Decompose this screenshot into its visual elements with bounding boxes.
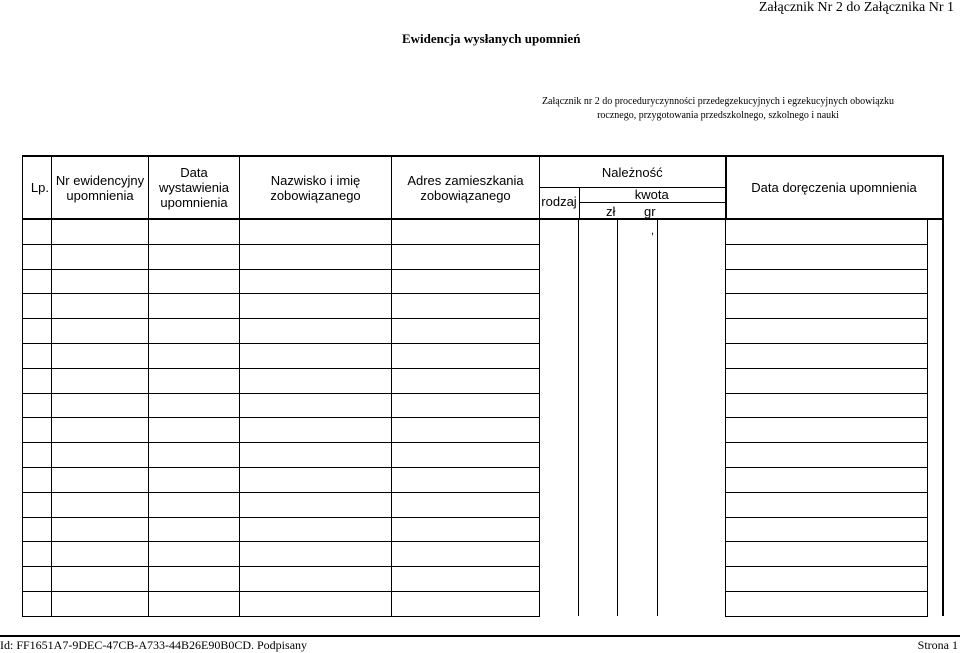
table-cell: [392, 418, 540, 443]
table-cell: [579, 443, 618, 468]
table-cell: [658, 319, 726, 344]
table-cell: [658, 343, 726, 368]
table-cell: [726, 294, 928, 319]
table-cell: [658, 567, 726, 592]
table-cell: [23, 219, 52, 244]
table-cell: [658, 467, 726, 492]
table-cell: [392, 467, 540, 492]
table-cell: [658, 542, 726, 567]
table-cell: [726, 393, 928, 418]
table-cell: [149, 219, 240, 244]
table-cell: [618, 467, 658, 492]
table-cell: [658, 492, 726, 517]
table-cell: [579, 517, 618, 542]
table-cell: [540, 219, 579, 244]
table-row: [23, 517, 943, 542]
table-cell: [579, 244, 618, 269]
table-cell: [23, 591, 52, 616]
table-cell: [149, 269, 240, 294]
table-cell: [23, 567, 52, 592]
table-cell: [23, 517, 52, 542]
rodzaj-label: rodzaj: [541, 194, 577, 209]
regulation-note: Załącznik nr 2 do proceduryczynności przedegzekucyjnych i egzekucyjnych obowiązku rocznego, przygotowania przedszkolnego, szkolnego i nauki: [541, 96, 895, 121]
table-cell: [240, 542, 392, 567]
table-cell: [658, 269, 726, 294]
table-cell: [658, 294, 726, 319]
table-cell: [540, 294, 579, 319]
table-cell: [726, 244, 928, 269]
table-cell: [392, 492, 540, 517]
table-cell: [52, 343, 149, 368]
table-cell: [726, 269, 928, 294]
table-cell: [240, 269, 392, 294]
table-cell: [540, 393, 579, 418]
table-cell: [658, 393, 726, 418]
table-cell: [23, 294, 52, 319]
zl-label: zł: [606, 204, 616, 219]
table-cell: [618, 244, 658, 269]
footer-id: Id: FF1651A7-9DEC-47CB-A733-44B26E90B0CD. Podpisany: [0, 638, 308, 652]
table-cell: [149, 393, 240, 418]
table-cell: [658, 219, 726, 244]
table-cell: [149, 418, 240, 443]
table-row: [23, 492, 943, 517]
table-cell: [658, 418, 726, 443]
table-cell: [392, 244, 540, 269]
table-cell: [618, 343, 658, 368]
table-cell: [726, 591, 928, 616]
table-cell: [658, 368, 726, 393]
table-cell: [52, 467, 149, 492]
table-cell: [726, 368, 928, 393]
table-cell: [392, 343, 540, 368]
table-cell: [240, 418, 392, 443]
table-cell: [52, 567, 149, 592]
table-cell: [52, 517, 149, 542]
table-cell: [618, 368, 658, 393]
table-cell: [23, 443, 52, 468]
attachment-label: Załącznik Nr 2 do Załącznika Nr 1: [758, 0, 954, 15]
table-cell: [540, 343, 579, 368]
table-cell: [23, 319, 52, 344]
table-row: [23, 567, 943, 592]
table-cell: [23, 467, 52, 492]
table-row: [23, 343, 943, 368]
table-cell: [240, 567, 392, 592]
table-cell: [149, 591, 240, 616]
table-cell: [240, 393, 392, 418]
table-cell: [726, 517, 928, 542]
table-cell: [392, 219, 540, 244]
table-cell: [579, 492, 618, 517]
table-cell: [618, 294, 658, 319]
naleznosc-label: Należność: [601, 165, 663, 180]
table-cell: [579, 219, 618, 244]
table-cell: [928, 269, 943, 294]
table-cell: [392, 591, 540, 616]
table-body: [23, 219, 943, 616]
table-cell: [928, 244, 943, 269]
table-cell: [23, 393, 52, 418]
table-cell: [392, 443, 540, 468]
table-cell: [579, 567, 618, 592]
table-cell: [149, 368, 240, 393]
table-cell: [618, 567, 658, 592]
table-cell: [540, 492, 579, 517]
table-cell: [240, 443, 392, 468]
table-row: [23, 219, 943, 244]
table-cell: [579, 294, 618, 319]
table-cell: [149, 343, 240, 368]
table-row: [23, 443, 943, 468]
table-cell: [23, 244, 52, 269]
footer-divider: [0, 635, 960, 637]
footer-page: Strona 1: [917, 638, 958, 652]
table-cell: [540, 443, 579, 468]
table-cell: [52, 368, 149, 393]
table-cell: [928, 343, 943, 368]
table-cell: [540, 567, 579, 592]
table-cell: [726, 467, 928, 492]
table-cell: [726, 319, 928, 344]
table-cell: [392, 368, 540, 393]
table-cell: [928, 542, 943, 567]
table-cell: [928, 368, 943, 393]
kwota-label: kwota: [634, 187, 669, 202]
table-cell: [23, 542, 52, 567]
table-cell: [392, 393, 540, 418]
table-row: [23, 319, 943, 344]
table-cell: [928, 467, 943, 492]
table-cell: [52, 294, 149, 319]
table-cell: [726, 542, 928, 567]
table-cell: [392, 517, 540, 542]
table-cell: [540, 467, 579, 492]
table-cell: [23, 343, 52, 368]
table-cell: [726, 567, 928, 592]
table-cell: [240, 517, 392, 542]
table-cell: [149, 244, 240, 269]
table-cell: [618, 517, 658, 542]
table-cell: [618, 443, 658, 468]
table-cell: [540, 368, 579, 393]
table-cell: [52, 418, 149, 443]
table-cell: [618, 492, 658, 517]
table-cell: [658, 517, 726, 542]
table-cell: [240, 319, 392, 344]
table-cell: [240, 219, 392, 244]
table-cell: [928, 443, 943, 468]
table-cell: [618, 418, 658, 443]
table-cell: [928, 319, 943, 344]
table-cell: [726, 343, 928, 368]
table-cell: [52, 542, 149, 567]
table-row: [23, 244, 943, 269]
table-cell: [928, 591, 943, 616]
table-cell: [928, 219, 943, 244]
table-cell: [726, 219, 928, 244]
table-cell: [52, 219, 149, 244]
table-cell: [392, 269, 540, 294]
table-row: [23, 591, 943, 616]
table-cell: [149, 567, 240, 592]
table-cell: [618, 591, 658, 616]
table-cell: [149, 517, 240, 542]
table-row: [23, 393, 943, 418]
col-nr-header: Nr ewidencyjny upomnienia: [52, 156, 149, 219]
table-cell: [540, 542, 579, 567]
table-cell: [579, 542, 618, 567]
table-cell: [52, 591, 149, 616]
col-data-doreczenia-header: Data doręczenia upomnienia: [726, 156, 943, 219]
table-row: [23, 467, 943, 492]
col-data-wystawienia-header: Data wystawienia upomnienia: [149, 156, 240, 219]
table-cell: [240, 368, 392, 393]
table-cell: [579, 343, 618, 368]
table-cell: [540, 269, 579, 294]
table-cell: [540, 591, 579, 616]
table-cell: [658, 443, 726, 468]
table-cell: [240, 294, 392, 319]
table-cell: [240, 492, 392, 517]
table-cell: [23, 492, 52, 517]
table-row: [23, 418, 943, 443]
table-cell: [540, 319, 579, 344]
table-cell: [240, 591, 392, 616]
table-cell: [240, 343, 392, 368]
table-cell: [23, 368, 52, 393]
table-cell: [658, 244, 726, 269]
table-cell: [52, 443, 149, 468]
table-cell: [149, 467, 240, 492]
table-cell: [579, 269, 618, 294]
table-cell: [928, 393, 943, 418]
table-cell: [928, 567, 943, 592]
table-cell: [23, 418, 52, 443]
table-cell: [618, 319, 658, 344]
table-cell: [52, 319, 149, 344]
table-cell: [52, 393, 149, 418]
table-cell: [618, 393, 658, 418]
table-cell: [726, 443, 928, 468]
table-cell: [726, 492, 928, 517]
table-cell: [928, 418, 943, 443]
table-cell: [579, 368, 618, 393]
table-cell: [149, 492, 240, 517]
col-nazwisko-header: Nazwisko i imię zobowiązanego: [240, 156, 392, 219]
table-cell: [149, 319, 240, 344]
register-table: [22, 155, 944, 617]
table-cell: [240, 244, 392, 269]
col-naleznosc-header: [540, 156, 726, 219]
table-cell: [392, 567, 540, 592]
table-cell: [540, 517, 579, 542]
table-cell: [579, 467, 618, 492]
table-cell: [540, 244, 579, 269]
table-cell: [392, 319, 540, 344]
table-cell: [618, 269, 658, 294]
table-cell: [726, 418, 928, 443]
gr-label: gr: [644, 204, 656, 219]
table-cell: [928, 517, 943, 542]
table-cell: [579, 319, 618, 344]
table-cell: [392, 294, 540, 319]
table-row: [23, 294, 943, 319]
document-title: Ewidencja wysłanych upomnień: [402, 31, 581, 46]
table-cell: [23, 269, 52, 294]
table-cell: [540, 418, 579, 443]
table-cell: [240, 467, 392, 492]
first-row-mark: ,: [651, 225, 655, 237]
col-adres-header: Adres zamieszkania zobowiązanego: [392, 156, 540, 219]
col-lp-header: Lp.: [23, 156, 52, 219]
table-cell: [149, 294, 240, 319]
table-cell: [579, 591, 618, 616]
table-row: [23, 269, 943, 294]
table-cell: [149, 542, 240, 567]
table-cell: [579, 418, 618, 443]
table-cell: [52, 244, 149, 269]
table-cell: [618, 542, 658, 567]
table-cell: [928, 492, 943, 517]
table-cell: [52, 269, 149, 294]
table-cell: [928, 294, 943, 319]
table-cell: [392, 542, 540, 567]
table-cell: [658, 591, 726, 616]
table-row: [23, 542, 943, 567]
table-row: [23, 368, 943, 393]
table-cell: [52, 492, 149, 517]
table-cell: [579, 393, 618, 418]
table-cell: [149, 443, 240, 468]
